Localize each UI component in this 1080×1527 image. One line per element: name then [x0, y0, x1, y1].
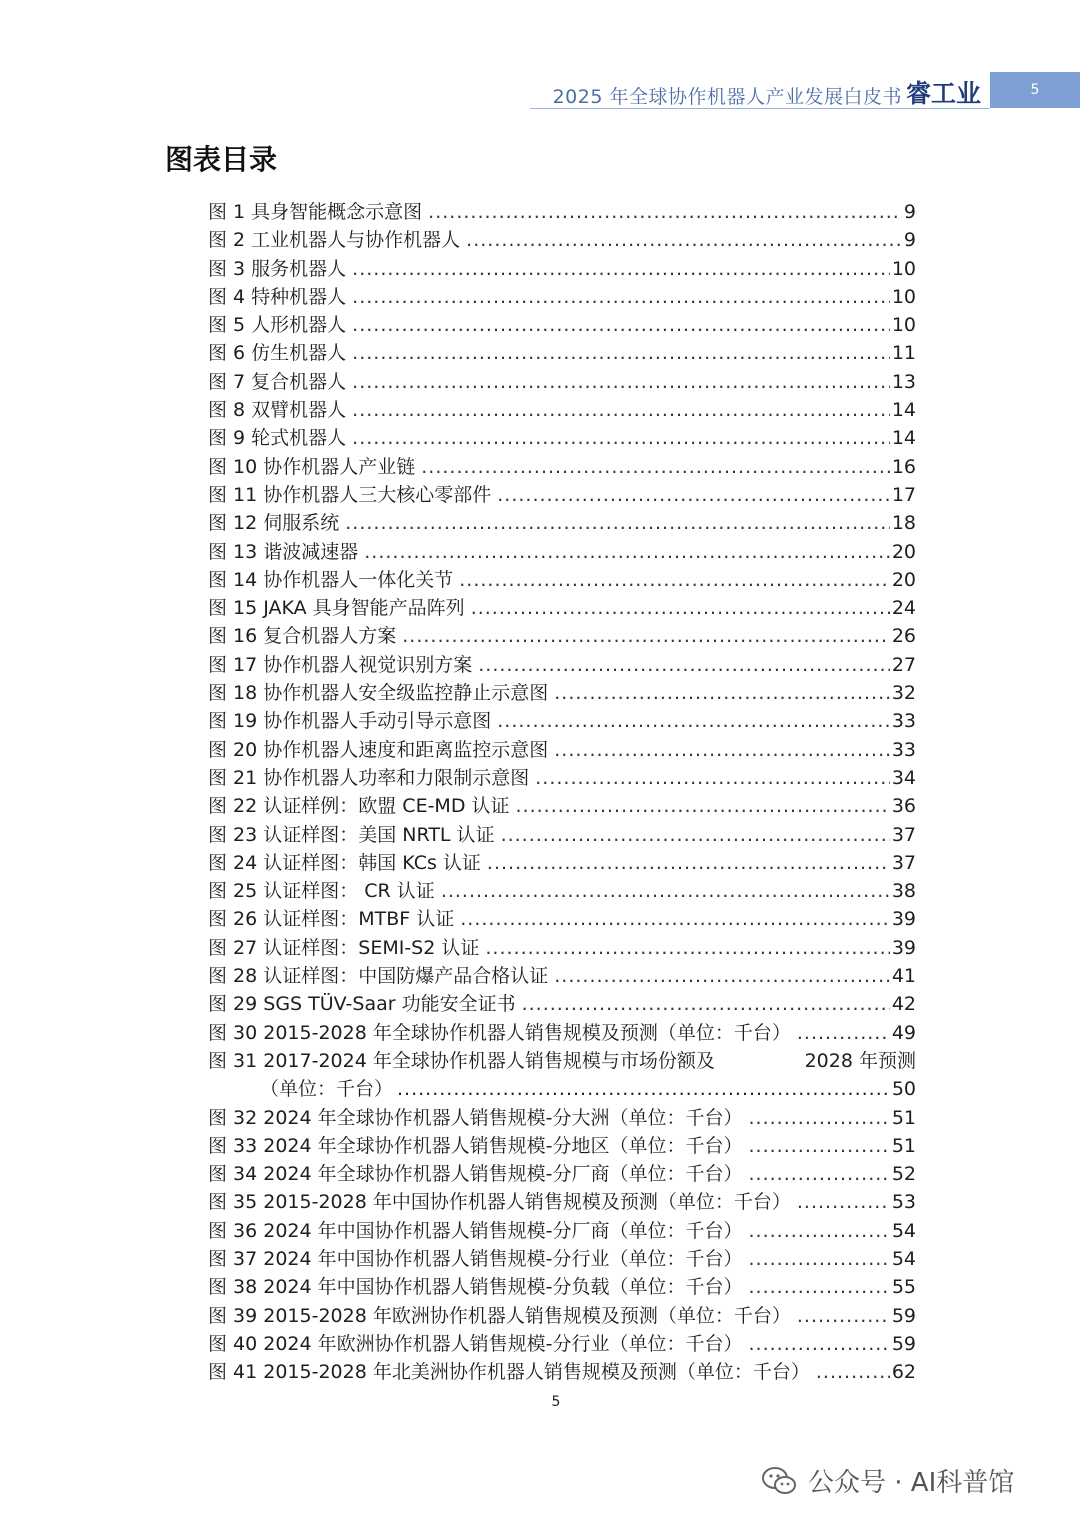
toc-entry[interactable] — [208, 1217, 916, 1245]
toc-entry-page: 10 — [891, 257, 916, 280]
toc-entry-page: 33 — [891, 710, 916, 733]
leader-dots — [749, 1160, 890, 1188]
toc-entry-label: 图 1 具身智能概念示意图 — [208, 201, 423, 223]
toc-entry-label: 图 33 2024 年全球协作机器人销售规模-分地区（单位：千台） — [208, 1134, 743, 1157]
toc-entry-page: 59 — [891, 1304, 916, 1327]
toc-entry-label: 图 23 认证样图：美国 NRTL 认证 — [208, 823, 495, 846]
toc-entry-label: 图 9 轮式机器人 — [208, 427, 347, 450]
toc-entry[interactable] — [208, 849, 916, 877]
toc-entry-page: 54 — [891, 1247, 916, 1270]
leader-dots — [749, 1132, 890, 1160]
toc-entry[interactable] — [208, 311, 916, 339]
toc-entry-page: 16 — [891, 455, 916, 478]
toc-entry-label-continued: 2028 年预测 — [804, 1049, 916, 1072]
leader-dots — [516, 792, 890, 820]
toc-entry-label: 图 11 协作机器人三大核心零部件 — [208, 483, 492, 506]
toc-entry-label: 图 16 复合机器人方案 — [208, 625, 397, 648]
toc-entry-page: 20 — [891, 540, 916, 563]
document-title: 2025 年全球协作机器人产业发展白皮书 — [552, 86, 902, 108]
toc-entry-page: 53 — [891, 1191, 916, 1214]
toc-entry-page: 14 — [891, 399, 916, 422]
toc-entry[interactable] — [208, 255, 916, 283]
toc-entry-page: 54 — [891, 1219, 916, 1242]
leader-dots — [441, 877, 890, 905]
toc-entry-page: 39 — [891, 936, 916, 959]
toc-entry-31[interactable] — [208, 1047, 916, 1104]
leader-dots — [460, 905, 890, 933]
toc-entry-label: 图 15 JAKA 具身智能产品阵列 — [208, 597, 465, 620]
leader-dots — [352, 255, 890, 283]
toc-entry-page: 34 — [891, 766, 916, 789]
toc-entry-page: 10 — [891, 314, 916, 337]
toc-entry[interactable] — [208, 1358, 916, 1386]
toc-entry-page: 13 — [891, 370, 916, 393]
toc-entry-page: 37 — [891, 851, 916, 874]
leader-dots — [487, 849, 890, 877]
toc-entry-label: 图 21 协作机器人功率和力限制示意图 — [208, 766, 530, 789]
brand-logo-text: 睿工业 — [906, 79, 982, 108]
toc-entry-label: 图 29 SGS TÜV-Saar 功能安全证书 — [208, 993, 516, 1016]
toc-entry[interactable] — [208, 566, 916, 594]
toc-entry[interactable] — [208, 707, 916, 735]
toc-entry[interactable] — [208, 651, 916, 679]
toc-entry[interactable] — [208, 622, 916, 650]
leader-dots — [478, 651, 890, 679]
toc-entry[interactable] — [208, 283, 916, 311]
toc-entry-label: 图 27 认证样图：SEMI-S2 认证 — [208, 936, 480, 959]
toc-entry[interactable] — [208, 1019, 916, 1047]
toc-entry-label: 图 41 2015-2028 年北美洲协作机器人销售规模及预测（单位：千台） — [208, 1361, 810, 1384]
toc-entry-page: 9 — [903, 229, 916, 252]
leader-dots — [402, 622, 890, 650]
toc-entry-label: 图 4 特种机器人 — [208, 285, 347, 308]
leader-dots — [497, 707, 890, 735]
toc-entry-page: 52 — [891, 1163, 916, 1186]
toc-entry-label: 图 24 认证样图：韩国 KCs 认证 — [208, 851, 481, 874]
toc-entry-label: 图 31 2017-2024 年全球协作机器人销售规模与市场份额及 — [208, 1049, 715, 1072]
toc-entry-page: 11 — [891, 342, 916, 365]
toc-entry-label: 图 13 谐波减速器 — [208, 540, 359, 563]
leader-dots — [345, 509, 890, 537]
toc-entry-page: 36 — [891, 795, 916, 818]
leader-dots — [352, 283, 890, 311]
toc-entry-label: 图 28 认证样图：中国防爆产品合格认证 — [208, 965, 549, 988]
leader-dots — [535, 764, 890, 792]
toc-entry-page: 51 — [891, 1134, 916, 1157]
header-page-number: 5 — [990, 72, 1080, 108]
toc-entry-page: 9 — [903, 201, 916, 223]
toc-entry-page: 32 — [891, 682, 916, 705]
toc-entry-page: 42 — [891, 993, 916, 1016]
toc-heading: 图表目录 — [165, 143, 278, 176]
toc-entry-page: 41 — [891, 965, 916, 988]
toc-entry-label: 图 34 2024 年全球协作机器人销售规模-分厂商（单位：千台） — [208, 1163, 743, 1186]
toc-entry[interactable] — [208, 1188, 916, 1216]
toc-entry-page: 24 — [891, 597, 916, 620]
toc-entry[interactable] — [208, 339, 916, 367]
leader-dots — [749, 1104, 890, 1132]
toc-entry-label: 图 8 双臂机器人 — [208, 399, 347, 422]
leader-dots — [466, 226, 902, 254]
toc-entry[interactable] — [208, 509, 916, 537]
toc-entry[interactable] — [208, 905, 916, 933]
toc-entry-label: 图 7 复合机器人 — [208, 370, 347, 393]
leader-dots — [554, 736, 890, 764]
toc-entry-label-line2: （单位：千台） — [260, 1078, 394, 1101]
toc-entry[interactable] — [208, 877, 916, 905]
toc-entry[interactable] — [208, 821, 916, 849]
toc-entry[interactable] — [208, 1273, 916, 1301]
toc-entry[interactable] — [208, 1132, 916, 1160]
toc-entry[interactable] — [208, 1160, 916, 1188]
table-of-figures — [208, 198, 916, 1386]
toc-entry[interactable] — [208, 368, 916, 396]
toc-entry-label: 图 5 人形机器人 — [208, 314, 347, 337]
leader-dots — [749, 1330, 890, 1358]
toc-entry-page: 18 — [891, 512, 916, 535]
toc-entry-page: 14 — [891, 427, 916, 450]
toc-entry-page: 37 — [891, 823, 916, 846]
leader-dots — [749, 1273, 890, 1301]
toc-entry-page: 10 — [891, 285, 916, 308]
toc-entry-label: 图 38 2024 年中国协作机器人销售规模-分负载（单位：千台） — [208, 1276, 743, 1299]
toc-entry[interactable] — [208, 934, 916, 962]
toc-entry[interactable] — [208, 198, 916, 226]
footer-page-number: 5 — [551, 1394, 561, 1410]
toc-entry[interactable] — [208, 481, 916, 509]
leader-dots — [352, 396, 890, 424]
toc-entry-page: 55 — [891, 1276, 916, 1299]
toc-entry-label: 图 17 协作机器人视觉识别方案 — [208, 653, 473, 676]
toc-entry-page: 50 — [891, 1078, 916, 1101]
page-header — [0, 70, 1080, 110]
leader-dots — [352, 368, 890, 396]
toc-entry-page: 38 — [891, 880, 916, 903]
toc-entry[interactable] — [208, 1104, 916, 1132]
leader-dots — [421, 453, 890, 481]
toc-entry[interactable] — [208, 594, 916, 622]
leader-dots — [501, 821, 890, 849]
leader-dots — [352, 311, 890, 339]
toc-entry-label: 图 35 2015-2028 年中国协作机器人销售规模及预测（单位：千台） — [208, 1191, 791, 1214]
toc-entry-page: 17 — [891, 483, 916, 506]
toc-entry[interactable] — [208, 792, 916, 820]
toc-entry[interactable] — [208, 962, 916, 990]
leader-dots — [364, 538, 890, 566]
toc-entry-page: 26 — [891, 625, 916, 648]
leader-dots — [797, 1302, 890, 1330]
toc-entry-label: 图 12 伺服系统 — [208, 512, 340, 535]
toc-entry[interactable] — [208, 396, 916, 424]
toc-entry[interactable] — [208, 679, 916, 707]
toc-entry[interactable] — [208, 226, 916, 254]
watermark — [762, 1462, 1014, 1499]
toc-entry-label: 图 30 2015-2028 年全球协作机器人销售规模及预测（单位：千台） — [208, 1021, 791, 1044]
toc-entry-page: 51 — [891, 1106, 916, 1129]
toc-entry-label: 图 32 2024 年全球协作机器人销售规模-分大洲（单位：千台） — [208, 1106, 743, 1129]
toc-entry[interactable] — [208, 990, 916, 1018]
leader-dots — [485, 934, 889, 962]
toc-entry[interactable] — [208, 424, 916, 452]
toc-entry-label: 图 22 认证样例：欧盟 CE-MD 认证 — [208, 795, 510, 818]
leader-dots — [554, 962, 890, 990]
toc-entry-label: 图 37 2024 年中国协作机器人销售规模-分行业（单位：千台） — [208, 1247, 743, 1270]
leader-dots — [397, 1075, 890, 1103]
toc-entry-label: 图 25 认证样图： CR 认证 — [208, 880, 435, 903]
leader-dots — [749, 1245, 890, 1273]
toc-entry[interactable] — [208, 453, 916, 481]
toc-entry[interactable] — [208, 538, 916, 566]
toc-entry-label: 图 18 协作机器人安全级监控静止示意图 — [208, 682, 549, 705]
toc-entry-label: 图 36 2024 年中国协作机器人销售规模-分厂商（单位：千台） — [208, 1219, 743, 1242]
toc-entry-label: 图 3 服务机器人 — [208, 257, 347, 280]
toc-entry-page: 33 — [891, 738, 916, 761]
wechat-icon — [762, 1467, 796, 1495]
leader-dots — [352, 339, 890, 367]
toc-entry-label: 图 20 协作机器人速度和距离监控示意图 — [208, 738, 549, 761]
toc-entry-page: 27 — [891, 653, 916, 676]
toc-entry-page: 39 — [891, 908, 916, 931]
toc-entry-page: 49 — [891, 1021, 916, 1044]
toc-entry[interactable] — [208, 1302, 916, 1330]
toc-entry-label: 图 14 协作机器人一体化关节 — [208, 568, 454, 591]
toc-entry-page: 20 — [891, 568, 916, 591]
toc-entry[interactable] — [208, 1330, 916, 1358]
toc-entry-label: 图 10 协作机器人产业链 — [208, 455, 416, 478]
leader-dots — [797, 1188, 890, 1216]
leader-dots — [816, 1358, 890, 1386]
leader-dots — [797, 1019, 890, 1047]
leader-dots — [522, 990, 890, 1018]
toc-entry[interactable] — [208, 764, 916, 792]
toc-entry-label: 图 26 认证样图：MTBF 认证 — [208, 908, 455, 931]
leader-dots — [352, 424, 890, 452]
toc-entry-label: 图 6 仿生机器人 — [208, 342, 347, 365]
toc-entry-label: 图 40 2024 年欧洲协作机器人销售规模-分行业（单位：千台） — [208, 1332, 743, 1355]
toc-entry-label: 图 39 2015-2028 年欧洲协作机器人销售规模及预测（单位：千台） — [208, 1304, 791, 1327]
toc-entry-label: 图 19 协作机器人手动引导示意图 — [208, 710, 492, 733]
header-divider — [530, 108, 990, 109]
leader-dots — [428, 198, 902, 226]
leader-dots — [459, 566, 890, 594]
watermark-text: 公众号 · AI科普馆 — [808, 1468, 1015, 1498]
toc-entry-page: 62 — [891, 1361, 916, 1384]
leader-dots — [497, 481, 890, 509]
toc-entry-page: 59 — [891, 1332, 916, 1355]
leader-dots — [471, 594, 890, 622]
toc-entry-label: 图 2 工业机器人与协作机器人 — [208, 229, 461, 252]
toc-entry[interactable] — [208, 736, 916, 764]
toc-entry[interactable] — [208, 1245, 916, 1273]
leader-dots — [554, 679, 890, 707]
leader-dots — [749, 1217, 890, 1245]
